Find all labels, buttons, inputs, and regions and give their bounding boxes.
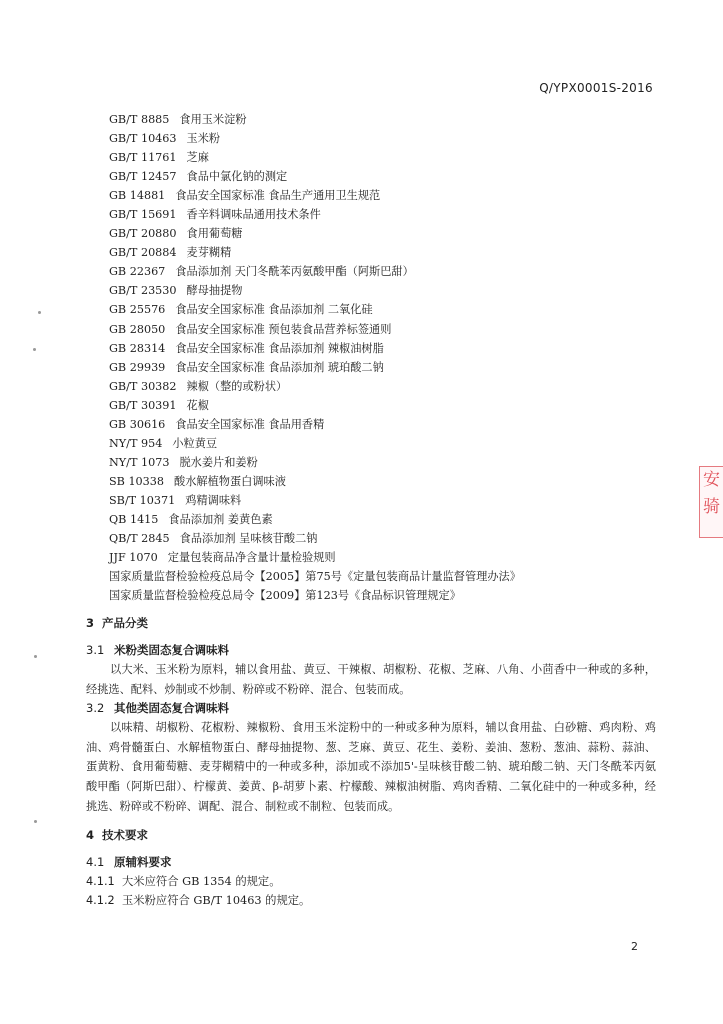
- reference-code: GB/T 30382: [109, 379, 177, 393]
- reference-title: 酸水解植物蛋白调味液: [174, 474, 286, 488]
- section-heading: 4 技术要求: [86, 828, 148, 843]
- section-heading: 3 产品分类: [86, 616, 148, 630]
- reference-code: GB/T 23530: [109, 284, 177, 298]
- reference-code: QB/T 2845: [109, 532, 170, 546]
- subsection-heading: 4.1 原辅料要求: [86, 855, 172, 870]
- reference-code: NY/T 1073: [109, 455, 170, 469]
- reference-title: 酵母抽提物: [186, 284, 243, 298]
- subsection-title: 原辅料要求: [114, 855, 172, 870]
- clause-text: 玉米粉应符合 GB/T 10463 的规定。: [122, 894, 311, 908]
- reference-code: GB 25576: [109, 303, 166, 317]
- reference-code: GB/T 8885: [109, 113, 170, 126]
- section-title: 产品分类: [102, 616, 148, 630]
- paragraph: 以味精、胡椒粉、花椒粉、辣椒粉、食用玉米淀粉中的一种或多种为原料，辅以食用盐、白砂糖、鸡肉粉、鸡油、鸡骨髓蛋白、水解植物蛋白、酵母抽提物、葱、芝麻、黄豆、花生、姜粉、姜油、葱粉、葱油、蒜粉、蒜油、蛋黄粉、食用葡萄糖、麦芽糊精中的一种或多种，添加或不添加5'-呈味核苷酸二钠、琥珀酸二钠、天门冬酰苯丙氨酸甲酯（阿斯巴甜）、柠檬黄、姜黄、β-胡萝卜素、柠檬酸、辣椒油树脂、鸡肉香精、二氧化硅中的一种或多种，经挑选、粉碎或不粉碎、调配、混合、制粒或不制粒、包装而成。: [86, 721, 656, 813]
- reference-title: 鸡精调味料: [185, 493, 242, 507]
- reference-code: GB 22367: [109, 265, 166, 279]
- reference-title: 辣椒（整的或粉状）: [186, 379, 288, 393]
- reference-item: [109, 548, 669, 567]
- reference-item: [109, 415, 669, 434]
- reference-item: [109, 300, 669, 319]
- reference-title: 定量包装商品净含量计量检验规则: [167, 551, 336, 565]
- reference-title: 食品安全国家标准 预包装食品营养标签通则: [175, 322, 392, 336]
- reference-item: [109, 529, 669, 548]
- reference-title: 食品安全国家标准 食品添加剂 二氧化硅: [175, 303, 373, 317]
- reference-item: [109, 586, 669, 605]
- reference-item: [109, 205, 669, 224]
- reference-code: GB 28050: [109, 322, 166, 336]
- reference-item: [109, 224, 669, 243]
- seal-stamp: 安 骑: [699, 466, 723, 538]
- reference-title: 芝麻: [186, 151, 209, 165]
- reference-item: [109, 186, 669, 205]
- reference-code: NY/T 954: [109, 436, 163, 450]
- reference-code: GB 30616: [109, 417, 166, 431]
- reference-code: GB/T 20884: [109, 246, 177, 260]
- reference-title: 香辛料调味品通用技术条件: [186, 208, 321, 222]
- clause-text: 大米应符合 GB 1354 的规定。: [122, 875, 281, 889]
- reference-title: 食用玉米淀粉: [179, 113, 247, 126]
- paragraph: 以大米、玉米粉为原料，辅以食用盐、黄豆、干辣椒、胡椒粉、花椒、芝麻、八角、小茴香中一种或的多种，经挑选、配料、炒制或不炒制、粉碎或不粉碎、混合、包装而成。: [86, 663, 656, 696]
- section-title: 技术要求: [102, 828, 148, 843]
- reference-item: [109, 377, 669, 396]
- reference-code: GB 28314: [109, 341, 166, 355]
- reference-code: GB/T 20880: [109, 227, 177, 241]
- reference-item: [109, 167, 669, 186]
- reference-item: [109, 396, 669, 415]
- reference-title: 麦芽糊精: [186, 246, 232, 260]
- reference-code: QB 1415: [109, 512, 159, 526]
- reference-title: 脱水姜片和姜粉: [179, 455, 258, 469]
- subsection-title: 米粉类固态复合调味料: [114, 643, 229, 657]
- reference-title: 食品添加剂 姜黄色素: [168, 512, 273, 526]
- reference-code: JJF 1070: [109, 551, 158, 565]
- reference-title: 食品安全国家标准 食品生产通用卫生规范: [175, 189, 381, 203]
- reference-item: [109, 491, 669, 510]
- reference-item: [109, 148, 669, 167]
- reference-title: 花椒: [186, 398, 209, 412]
- reference-code: GB/T 10463: [109, 132, 177, 146]
- reference-item: [109, 510, 669, 529]
- reference-code: GB/T 30391: [109, 398, 177, 412]
- reference-item: [109, 320, 669, 339]
- reference-title: 国家质量监督检验检疫总局令【2005】第75号《定量包装商品计量监督管理办法》: [109, 570, 521, 584]
- reference-item: [109, 453, 669, 472]
- reference-item: [109, 472, 669, 491]
- reference-title: 食品添加剂 呈味核苷酸二钠: [179, 532, 318, 546]
- subsection-heading: 3.1 米粉类固态复合调味料: [86, 643, 229, 657]
- reference-title: 食品添加剂 天门冬酰苯丙氨酸甲酯（阿斯巴甜）: [175, 265, 414, 279]
- reference-code: SB 10338: [109, 474, 165, 488]
- reference-item: [109, 262, 669, 281]
- reference-code: GB/T 11761: [109, 151, 177, 165]
- reference-code: GB/T 12457: [109, 170, 177, 184]
- reference-title: 食品安全国家标准 食品用香精: [175, 417, 325, 431]
- reference-item: [109, 110, 669, 129]
- reference-code: GB 29939: [109, 360, 166, 374]
- reference-code: GB/T 15691: [109, 208, 177, 222]
- normative-references-list: [109, 110, 669, 605]
- subsection-title: 其他类固态复合调味料: [114, 701, 229, 716]
- scan-speck: [34, 655, 37, 658]
- page-number: 2: [631, 940, 638, 953]
- reference-item: [109, 281, 669, 300]
- reference-title: 玉米粉: [186, 132, 221, 146]
- reference-item: [109, 358, 669, 377]
- clause: 4.1.2 玉米粉应符合 GB/T 10463 的规定。: [86, 894, 311, 908]
- reference-item: [109, 243, 669, 262]
- document-code: Q/YPX0001S-2016: [539, 81, 653, 95]
- reference-title: 食品安全国家标准 食品添加剂 琥珀酸二钠: [175, 360, 384, 374]
- reference-item: [109, 434, 669, 453]
- subsection-heading: 3.2 其他类固态复合调味料: [86, 701, 229, 716]
- scan-speck: [38, 311, 41, 314]
- reference-item: [109, 129, 669, 148]
- reference-item: [109, 339, 669, 358]
- reference-item: [109, 567, 669, 586]
- reference-title: 食品安全国家标准 食品添加剂 辣椒油树脂: [175, 341, 384, 355]
- reference-title: 食用葡萄糖: [186, 227, 243, 241]
- reference-title: 国家质量监督检验检疫总局令【2009】第123号《食品标识管理规定》: [109, 589, 461, 603]
- reference-code: GB 14881: [109, 189, 166, 203]
- reference-code: SB/T 10371: [109, 493, 176, 507]
- document-body: [86, 614, 656, 910]
- scan-speck: [34, 820, 37, 823]
- clause: 4.1.1 大米应符合 GB 1354 的规定。: [86, 875, 281, 889]
- reference-title: 小粒黄豆: [172, 436, 218, 450]
- scan-speck: [33, 348, 36, 351]
- reference-title: 食品中氯化钠的测定: [186, 170, 288, 184]
